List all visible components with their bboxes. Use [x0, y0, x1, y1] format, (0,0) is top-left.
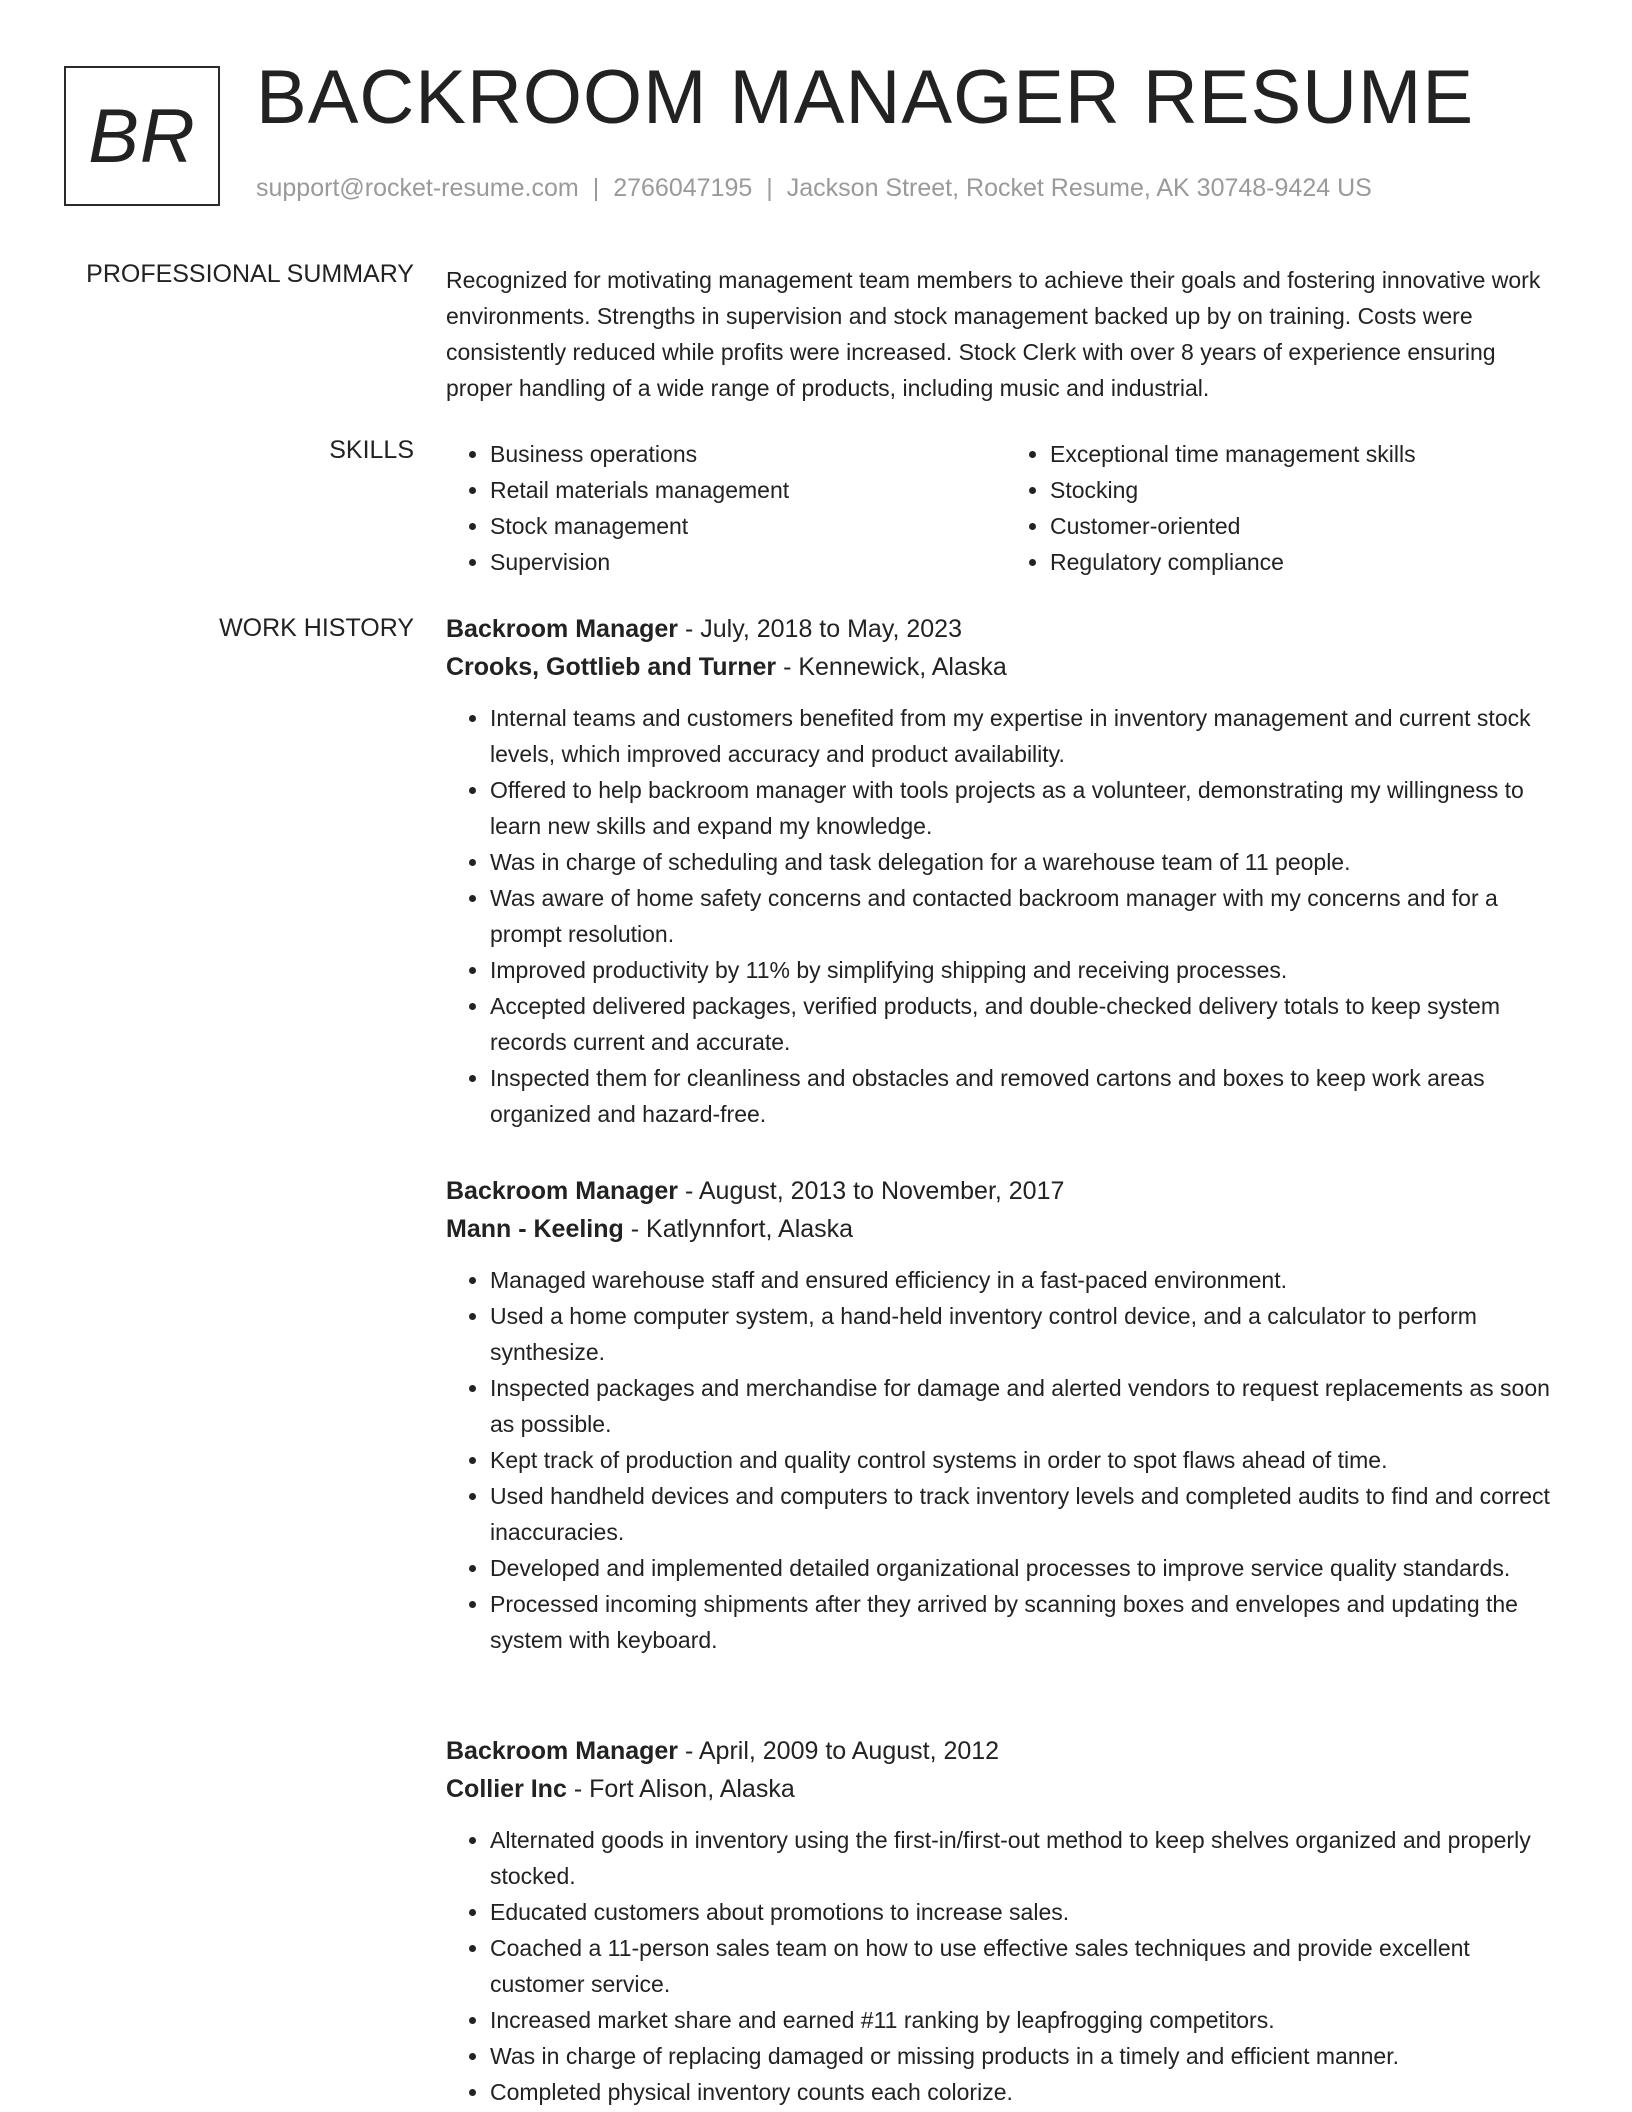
job-company-line: [446, 1770, 1566, 1808]
job-company: Mann - Keeling: [446, 1215, 624, 1243]
job-bullet: • Improved productivity by 11% by simplifying shipping and receiving processes.: [490, 952, 1566, 988]
job-location: - Katlynnfort, Alaska: [623, 1215, 854, 1243]
job-bullet: • Internal teams and customers benefited from my expertise in inventory management and current stock levels, which improved accuracy and product availability.: [490, 700, 1566, 772]
job-bullet: • Increased market share and earned #11 ranking by leapfrogging competitors.: [490, 2002, 1566, 2038]
job-location: - Fort Alison, Alaska: [566, 1775, 795, 1803]
job-dates: - July, 2018 to May, 2023: [678, 615, 962, 643]
monogram-initials: BR: [88, 93, 196, 179]
skill-item: • Supervision: [490, 544, 1006, 580]
job-bullet: • Inspected packages and merchandise for damage and alerted vendors to request replacements as soon as possible.: [490, 1370, 1566, 1442]
skills-column-left: [446, 436, 1006, 580]
job-bullets: [446, 1822, 1566, 2110]
job-role-line: [446, 1172, 1566, 1210]
skill-item: • Customer-oriented: [1050, 508, 1566, 544]
job-bullet: • Used a home computer system, a hand-held inventory control device, and a calculator to perform synthesize.: [490, 1298, 1566, 1370]
job-bullet: • Offered to help backroom manager with tools projects as a volunteer, demonstrating my willingness to learn new skills and expand my knowledge.: [490, 772, 1566, 844]
job-bullet: • Was in charge of replacing damaged or missing products in a timely and efficient manner.: [490, 2038, 1566, 2074]
job-bullet: • Coached a 11-person sales team on how to use effective sales techniques and provide excellent customer service.: [490, 1930, 1566, 2002]
job-role-line: [446, 610, 1566, 648]
job-entry: [446, 1732, 1566, 2110]
contact-line: [256, 174, 1372, 203]
job-bullet: • Inspected them for cleanliness and obstacles and removed cartons and boxes to keep work areas organized and hazard-free.: [490, 1060, 1566, 1132]
contact-address: Jackson Street, Rocket Resume, AK 30748-9424 US: [786, 174, 1372, 202]
job-entry: [446, 610, 1566, 1132]
summary-text: Recognized for motivating management team members to achieve their goals and fostering innovative work environments. Strengths in supervision and stock management backed up by on training. Costs were consistently reduced while profits were increased. Stock Clerk with over 8 years of experience ensuring proper handling of a wide range of products, including music and industrial.: [446, 267, 1541, 401]
job-bullet: • Accepted delivered packages, verified products, and double-checked delivery totals to keep system records current and accurate.: [490, 988, 1566, 1060]
job-bullet: • Developed and implemented detailed organizational processes to improve service quality standards.: [490, 1550, 1566, 1586]
job-title: Backroom Manager: [446, 1177, 679, 1205]
section-label-work-history: WORK HISTORY: [219, 614, 414, 642]
job-bullet: • Processed incoming shipments after they arrived by scanning boxes and envelopes and updating the system with keyboard.: [490, 1586, 1566, 1658]
skill-item: • Retail materials management: [490, 472, 1006, 508]
section-label-skills: SKILLS: [329, 436, 414, 464]
skill-item: • Stocking: [1050, 472, 1566, 508]
contact-phone[interactable]: 2766047195: [613, 174, 753, 202]
job-bullets: [446, 700, 1566, 1132]
section-label-summary: PROFESSIONAL SUMMARY: [86, 260, 414, 288]
job-bullet: • Educated customers about promotions to increase sales.: [490, 1894, 1566, 1930]
job-bullet: • Managed warehouse staff and ensured efficiency in a fast-paced environment.: [490, 1262, 1566, 1298]
skill-item: • Business operations: [490, 436, 1006, 472]
job-company: Crooks, Gottlieb and Turner: [446, 653, 777, 681]
job-entry: [446, 1172, 1566, 1658]
skills-list: [446, 436, 1566, 580]
skill-item: • Stock management: [490, 508, 1006, 544]
job-bullet: • Alternated goods in inventory using the first-in/first-out method to keep shelves organized and properly stocked.: [490, 1822, 1566, 1894]
job-bullets: [446, 1262, 1566, 1658]
skill-item: • Regulatory compliance: [1050, 544, 1566, 580]
skill-item: • Exceptional time management skills: [1050, 436, 1566, 472]
job-role-line: [446, 1732, 1566, 1770]
contact-email[interactable]: support@rocket-resume.com: [256, 174, 579, 202]
contact-separator: |: [592, 174, 600, 202]
job-bullet: • Was aware of home safety concerns and contacted backroom manager with my concerns and for a prompt resolution.: [490, 880, 1566, 952]
contact-separator: |: [766, 174, 773, 202]
job-dates: - April, 2009 to August, 2012: [678, 1737, 1000, 1765]
job-location: - Kennewick, Alaska: [776, 653, 1007, 681]
job-company: Collier Inc: [446, 1775, 567, 1803]
job-bullet: • Used handheld devices and computers to track inventory levels and completed audits to find and correct inaccuracies.: [490, 1478, 1566, 1550]
job-bullet: • Kept track of production and quality control systems in order to spot flaws ahead of time.: [490, 1442, 1566, 1478]
skills-column-right: [1006, 436, 1566, 580]
job-company-line: [446, 648, 1566, 686]
job-title: Backroom Manager: [446, 615, 679, 643]
job-dates: - August, 2013 to November, 2017: [678, 1177, 1065, 1205]
job-company-line: [446, 1210, 1566, 1248]
resume-title: BACKROOM MANAGER RESUME: [256, 55, 1475, 140]
monogram-badge: [64, 66, 220, 206]
job-bullet: • Completed physical inventory counts each colorize.: [490, 2074, 1566, 2110]
job-title: Backroom Manager: [446, 1737, 679, 1765]
job-bullet: • Was in charge of scheduling and task delegation for a warehouse team of 11 people.: [490, 844, 1566, 880]
